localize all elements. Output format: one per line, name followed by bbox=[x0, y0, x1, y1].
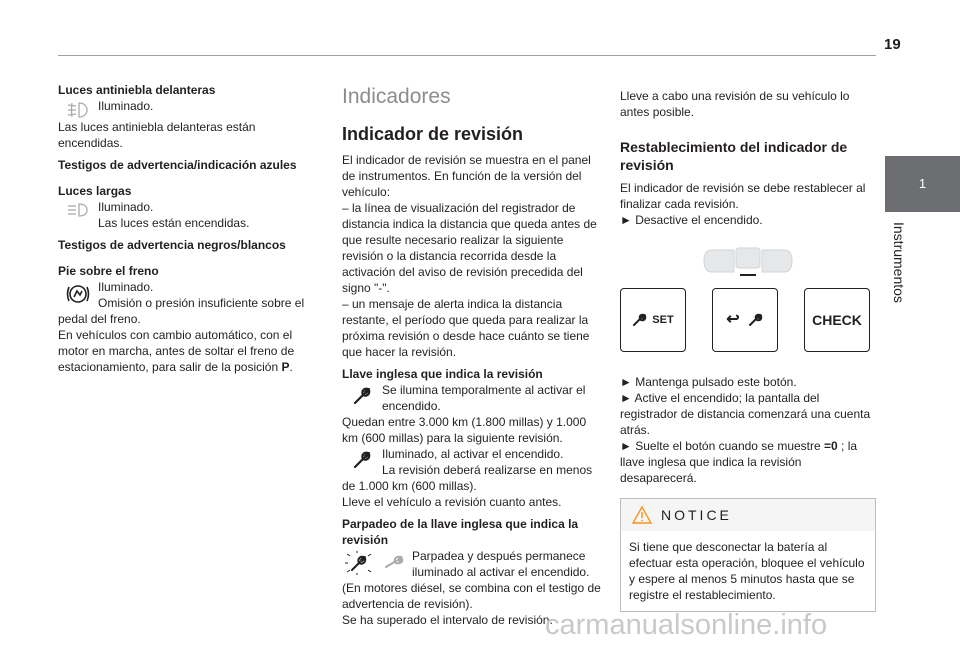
reset-title: Restablecimiento del indicador de revisión bbox=[620, 139, 848, 173]
step-1: ► Desactive el encendido. bbox=[620, 213, 763, 227]
wrench-icon bbox=[632, 313, 648, 327]
high-beam-icon bbox=[58, 199, 98, 231]
intro-text: El indicador de revisión se muestra en el panel de instrumentos. En función de la versión del vehículo: bbox=[342, 153, 591, 199]
step-4: ► Suelte el botón cuando se muestre =0 ; la llave inglesa que indica la revisión desaparecerá. bbox=[620, 439, 858, 485]
wrench-text4-end: de 1.000 km (600 millas). bbox=[342, 479, 477, 493]
step-3: ► Active el encendido; la pantalla del registrador de distancia comenzará una cuenta atrás. bbox=[620, 391, 871, 437]
step-2: ► Mantenga pulsado este botón. bbox=[620, 375, 797, 389]
wrench-icon bbox=[748, 313, 764, 327]
return-arrow-icon: ↩ bbox=[726, 311, 740, 328]
wrench-icon bbox=[342, 382, 382, 414]
fog-light-icon bbox=[58, 98, 98, 119]
chapter-title: Instrumentos bbox=[891, 222, 907, 303]
wrench-text5: Lleve el vehículo a revisión cuanto antes. bbox=[342, 495, 562, 509]
warning-triangle-icon bbox=[631, 505, 653, 525]
subsection-title: Indicador de revisión bbox=[342, 124, 524, 144]
column-2 bbox=[342, 82, 602, 628]
fog-lights-line2: Las luces antiniebla delanteras están encendidas. bbox=[58, 120, 256, 150]
page-number: 19 bbox=[884, 36, 901, 53]
brake-title: Pie sobre el freno bbox=[58, 264, 159, 278]
reset-text: El indicador de revisión se debe restablecer al finalizar cada revisión. bbox=[620, 181, 866, 211]
back-wrench-button[interactable] bbox=[712, 288, 778, 352]
steering-buttons-figure bbox=[620, 244, 876, 374]
chapter-tab[interactable] bbox=[885, 156, 960, 212]
watermark: carmanualsonline.info bbox=[545, 609, 828, 641]
high-beam-title: Luces largas bbox=[58, 184, 132, 198]
blink-text2: (En motores diésel, se combina con el testigo de advertencia de revisión). bbox=[342, 581, 601, 611]
column-3 bbox=[620, 82, 876, 612]
wrench-title: Llave inglesa que indica la revisión bbox=[342, 367, 543, 381]
notice-box bbox=[620, 498, 876, 612]
wrench-icon-lit bbox=[342, 446, 382, 478]
fog-lights-title: Luces antiniebla delanteras bbox=[58, 83, 216, 97]
wrench-text3: Iluminado, al activar el encendido. bbox=[382, 447, 564, 461]
foot-on-brake-icon bbox=[58, 279, 98, 311]
set-button[interactable] bbox=[620, 288, 686, 352]
blink-title: Parpadeo de la llave inglesa que indica la revisión bbox=[342, 517, 579, 547]
instrument-panel-icon bbox=[702, 244, 794, 278]
notice-text: Si tiene que desconectar la batería al efectuar esta operación, bloquee el vehículo y espere al menos 5 minutos hasta que se registre el restablecimiento. bbox=[629, 540, 865, 602]
blink-text3: Se ha superado el intervalo de revisión. bbox=[342, 613, 553, 627]
check-button-label: CHECK bbox=[812, 312, 862, 328]
black-warnings-title: Testigos de advertencia negros/blancos bbox=[58, 238, 286, 252]
brake-line1: Iluminado. bbox=[98, 280, 154, 294]
blinking-wrench-icon bbox=[342, 548, 412, 580]
fog-lights-line1: Iluminado. bbox=[98, 99, 154, 113]
notice-title: NOTICE bbox=[661, 507, 732, 523]
high-beam-line2: Las luces están encendidas. bbox=[98, 216, 250, 230]
set-button-label: SET bbox=[652, 314, 674, 326]
brake-line2-start: Omisión o presión insuficiente sobre el bbox=[98, 296, 305, 310]
column-1 bbox=[58, 82, 313, 375]
wrench-text1: Se ilumina temporalmente al activar el encendido. bbox=[382, 383, 586, 413]
chapter-number: 1 bbox=[918, 176, 927, 191]
wrench-text2: Quedan entre 3.000 km (1.800 millas) y 1.000 km (600 millas) para la siguiente revisión. bbox=[342, 415, 587, 445]
brake-line2-end: pedal del freno. bbox=[58, 312, 141, 326]
check-button[interactable] bbox=[804, 288, 870, 352]
blink-text1: Parpadea y después permanece iluminado al activar el encendido. bbox=[412, 549, 590, 579]
dash-item-1: – la línea de visualización del registrador de distancia indica la distancia que queda antes de que resulte necesario realizar la siguiente revisión o la distancia recorrida desde la activación del aviso de revisión precedida del signo "-". bbox=[342, 201, 597, 295]
dash-item-2: – un mensaje de alerta indica la distancia restante, el período que queda para realizar la próxima revisión o desde hace cuánto se tiene que hacer la revisión. bbox=[342, 297, 590, 359]
high-beam-line1: Iluminado. bbox=[98, 200, 154, 214]
blue-warnings-title: Testigos de advertencia/indicación azules bbox=[58, 158, 297, 172]
brake-line3: En vehículos con cambio automático, con el motor en marcha, antes de soltar el freno de estacionamiento, para salir de la posición P. bbox=[58, 328, 295, 374]
top-rule bbox=[58, 55, 876, 56]
intro-text-3: Lleve a cabo una revisión de su vehículo lo antes posible. bbox=[620, 89, 850, 119]
wrench-text4-start: La revisión deberá realizarse en menos bbox=[382, 463, 593, 477]
section-title: Indicadores bbox=[342, 85, 451, 108]
